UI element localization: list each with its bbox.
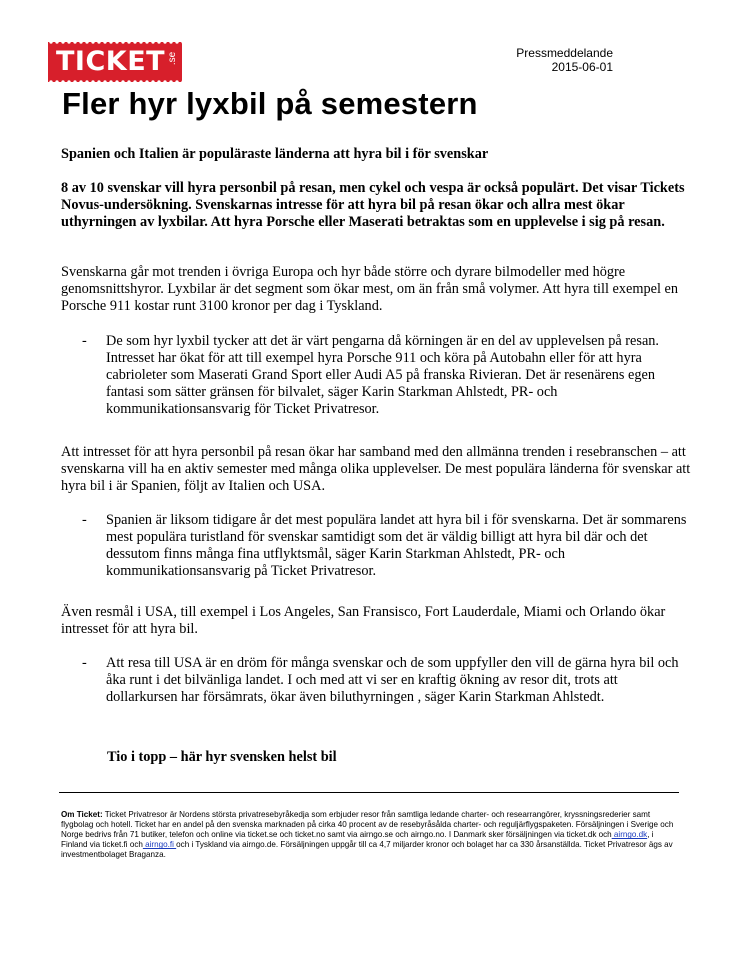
airngo-dk-link[interactable]: airngo.dk (611, 830, 648, 840)
release-date: 2015-06-01 (551, 60, 613, 74)
about-label: Om Ticket: (61, 810, 103, 819)
top-ten-heading: Tio i topp – här hyr svensken helst bil (107, 749, 337, 765)
airngo-fi-link[interactable]: airngo.fi (142, 840, 177, 850)
logo-suffix: .se (166, 51, 178, 66)
about-text-1: Ticket Privatresor är Nordens största privatresebyråkedja som erbjuder resor från samtliga ledande charter- och researrangörer, kryssningsrederier samt flygbolag och hotell. Ticket har en andel på den svenska marknaden på cirka 40 procent av de resebyråsålda charter- och reguljärflygspaketen. Försäljningen i Sverige och Norge bedrivs från 71 butiker, telefon och online via ticket.se och ticket.no samt via airngo.se och airngo.no. I Danmark sker försäljningen via ticket.dk och (61, 810, 674, 840)
quote-dash: - (82, 512, 87, 528)
doc-type: Pressmeddelande (516, 46, 613, 60)
subheading: Spanien och Italien är populäraste länderna att hyra bil i för svenskar (61, 146, 489, 162)
quote-text-1: De som hyr lyxbil tycker att det är värt pengarna då körningen är en del av upplevelsen på resan. Intresset har ökat för att till exempel hyra Porsche 911 och köra på Autobahn eller för att hyra cabrioleter som Maserati Grand Sport eller Audi A5 på franska Rivieran. Det är resenärens egen fantasi som sätter gränsen för bilvalet, säger Karin Starkman Ahlstedt, PR- och kommunikationsansvarig för Ticket Privatresor. (106, 333, 660, 417)
page-title: Fler hyr lyxbil på semestern (62, 86, 478, 121)
logo-text: TICKET (56, 46, 166, 77)
about-text-2: , i Finland via ticket.fi och (61, 830, 654, 850)
body-paragraph-1: Svenskarna går mot trenden i övriga Europa och hyr både större och dyrare bilmodeller med högre genomsnittshyror. Lyxbilar är det segment som ökar mest, om än från små volymer. Att hyra till exempel en Porsche 911 kostar runt 3100 kronor per dag i Tyskland. (61, 264, 679, 314)
quote-text-3: Att resa till USA är en dröm för många svenskar och de som uppfyller den vill de gärna hyra bil och åka runt i det bilvänliga landet. I och med att vi ser en kraftig ökning av resor dit, trots att dollarkursen har försämrats, ökar även biluthyrningen , säger Karin Starkman Ahlstedt. (106, 655, 679, 705)
quote-dash: - (82, 655, 87, 671)
about-text-3: och i Tyskland via airngo.de. Försäljningen uppgår till ca 4,7 miljarder kronor och bolaget har ca 330 årsanställda. Ticket Privatresor ägs av investmentbolaget Braganza. (61, 840, 673, 860)
logo-perforation-bottom (48, 80, 182, 84)
body-paragraph-3: Även resmål i USA, till exempel i Los Angeles, San Fransisco, Fort Lauderdale, Miami och Orlando ökar intresset för att hyra bil. (61, 604, 666, 637)
ticket-logo (48, 42, 182, 82)
press-meta (516, 46, 613, 74)
footer-divider (59, 792, 679, 793)
logo-perforation-top (48, 40, 182, 44)
quote-text-2: Spanien är liksom tidigare år det mest populära landet att hyra bil i för svenskarna. Det är sommarens mest populära turistland för svenskar samtidigt som det är väldig billigt att hyra bil där och det dessutom finns många fina utflyktsmål, säger Karin Starkman Ahlstedt, PR- och kommunikationsansvarig på Ticket Privatresor. (106, 512, 687, 579)
lead-paragraph: 8 av 10 svenskar vill hyra personbil på resan, men cykel och vespa är också populärt. Det visar Tickets Novus-undersökning. Svenskarnas intresse för att hyra bil på resan ökar och allra mest ökar uthyrningen av lyxbilar. Att hyra Porsche eller Maserati betraktas som en upplevelse i sig på resan. (61, 180, 685, 230)
about-ticket (61, 810, 681, 860)
quote-dash: - (82, 333, 87, 349)
body-paragraph-2: Att intresset för att hyra personbil på resan ökar har samband med den allmänna trenden i resebranschen – att svenskarna vill ha en aktiv semester med många olika upplevelser. De mest populära länderna för svenskar att hyra bil i är Spanien, följt av Italien och USA. (61, 444, 691, 494)
